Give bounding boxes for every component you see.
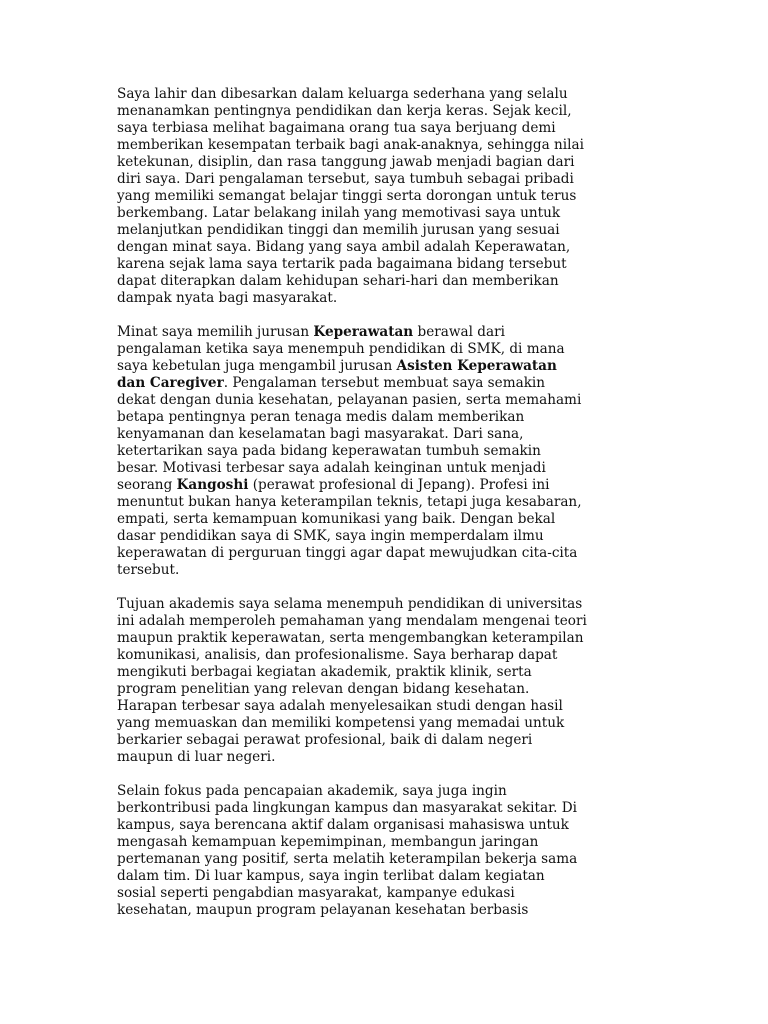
paragraph-3	[117, 596, 657, 766]
text-segment: sosial seperti pengabdian masyarakat, kampanye edukasi	[117, 885, 515, 901]
text-segment: menanamkan pentingnya pendidikan dan kerja keras. Sejak kecil,	[117, 103, 572, 119]
text-line	[117, 324, 657, 341]
text-line	[117, 188, 657, 205]
text-segment: (perawat profesional di Jepang). Profesi ini	[248, 477, 550, 493]
text-line	[117, 528, 657, 545]
text-segment: memberikan kesempatan terbaik bagi anak-anaknya, sehingga nilai	[117, 137, 584, 153]
text-line	[117, 409, 657, 426]
text-segment: diri saya. Dari pengalaman tersebut, saya tumbuh sebagai pribadi	[117, 171, 574, 187]
text-line	[117, 800, 657, 817]
text-segment: ketertarikan saya pada bidang keperawatan tumbuh semakin	[117, 443, 541, 459]
text-segment: melanjutkan pendidikan tinggi dan memilih jurusan yang sesuai	[117, 222, 560, 238]
text-segment: maupun di luar negeri.	[117, 749, 276, 765]
text-segment: yang memiliki semangat belajar tinggi serta dorongan untuk terus	[117, 188, 577, 204]
text-segment: Harapan terbesar saya adalah menyelesaikan studi dengan hasil	[117, 698, 563, 714]
text-line	[117, 596, 657, 613]
text-segment: berkarier sebagai perawat profesional, baik di dalam negeri	[117, 732, 533, 748]
text-segment: dalam tim. Di luar kampus, saya ingin terlibat dalam kegiatan	[117, 868, 545, 884]
text-segment: Tujuan akademis saya selama menempuh pendidikan di universitas	[117, 596, 583, 612]
text-line	[117, 511, 657, 528]
text-line	[117, 868, 657, 885]
text-segment: tersebut.	[117, 562, 180, 578]
text-segment: kenyamanan dan keselamatan bagi masyarakat. Dari sana,	[117, 426, 524, 442]
text-line	[117, 783, 657, 800]
text-segment: berkembang. Latar belakang inilah yang memotivasi saya untuk	[117, 205, 561, 221]
text-line	[117, 460, 657, 477]
paragraph-1	[117, 86, 657, 307]
text-segment: . Pengalaman tersebut membuat saya semakin	[223, 375, 546, 391]
text-line	[117, 443, 657, 460]
text-segment: saya kebetulan juga mengambil jurusan	[117, 358, 397, 374]
text-segment: pengalaman ketika saya menempuh pendidikan di SMK, di mana	[117, 341, 565, 357]
text-line	[117, 647, 657, 664]
text-segment: program penelitian yang relevan dengan bidang kesehatan.	[117, 681, 530, 697]
text-segment: ini adalah memperoleh pemahaman yang mendalam mengenai teori	[117, 613, 587, 629]
text-line	[117, 562, 657, 579]
text-line	[117, 817, 657, 834]
text-segment: komunikasi, analisis, dan profesionalisme. Saya berharap dapat	[117, 647, 558, 663]
text-segment: dengan minat saya. Bidang yang saya ambil adalah Keperawatan,	[117, 239, 571, 255]
text-line	[117, 86, 657, 103]
text-line	[117, 120, 657, 137]
text-line	[117, 732, 657, 749]
text-line	[117, 273, 657, 290]
text-segment: maupun praktik keperawatan, serta mengembangkan keterampilan	[117, 630, 584, 646]
text-line	[117, 715, 657, 732]
text-segment: dampak nyata bagi masyarakat.	[117, 290, 338, 306]
text-line	[117, 545, 657, 562]
text-line	[117, 885, 657, 902]
text-line	[117, 494, 657, 511]
text-segment: berkontribusi pada lingkungan kampus dan masyarakat sekitar. Di	[117, 800, 577, 816]
text-segment: pertemanan yang positif, serta melatih keterampilan bekerja sama	[117, 851, 578, 867]
text-line	[117, 851, 657, 868]
text-line	[117, 681, 657, 698]
text-segment: ketekunan, disiplin, dan rasa tanggung jawab menjadi bagian dari	[117, 154, 575, 170]
bold-term: Kangoshi	[176, 477, 249, 493]
text-segment: Saya lahir dan dibesarkan dalam keluarga sederhana yang selalu	[117, 86, 568, 102]
text-segment: kesehatan, maupun program pelayanan kesehatan berbasis	[117, 902, 529, 918]
text-line	[117, 902, 657, 919]
text-segment: karena sejak lama saya tertarik pada bagaimana bidang tersebut	[117, 256, 567, 272]
text-segment: Selain fokus pada pencapaian akademik, saya juga ingin	[117, 783, 507, 799]
text-segment: mengikuti berbagai kegiatan akademik, praktik klinik, serta	[117, 664, 532, 680]
text-line	[117, 171, 657, 188]
text-segment: besar. Motivasi terbesar saya adalah keinginan untuk menjadi	[117, 460, 546, 476]
text-line	[117, 613, 657, 630]
text-segment: seorang	[117, 477, 177, 493]
text-segment: menuntut bukan hanya keterampilan teknis, tetapi juga kesabaran,	[117, 494, 582, 510]
text-line	[117, 256, 657, 273]
text-line	[117, 358, 657, 375]
paragraph-4	[117, 783, 657, 919]
text-segment: keperawatan di perguruan tinggi agar dapat mewujudkan cita-cita	[117, 545, 578, 561]
bold-term: Asisten Keperawatan	[396, 358, 557, 374]
text-segment: empati, serta kemampuan komunikasi yang baik. Dengan bekal	[117, 511, 556, 527]
text-segment: saya terbiasa melihat bagaimana orang tua saya berjuang demi	[117, 120, 556, 136]
text-line	[117, 239, 657, 256]
text-line	[117, 222, 657, 239]
bold-term: Keperawatan	[313, 324, 414, 340]
text-segment: betapa pentingnya peran tenaga medis dalam memberikan	[117, 409, 525, 425]
text-line	[117, 392, 657, 409]
document-body	[117, 86, 657, 919]
paragraph-2	[117, 324, 657, 579]
text-line	[117, 477, 657, 494]
text-segment: yang memuaskan dan memiliki kompetensi yang memadai untuk	[117, 715, 565, 731]
text-line	[117, 290, 657, 307]
text-line	[117, 749, 657, 766]
text-segment: berawal dari	[413, 324, 505, 340]
text-line	[117, 341, 657, 358]
text-line	[117, 205, 657, 222]
text-line	[117, 630, 657, 647]
text-line	[117, 834, 657, 851]
text-segment: mengasah kemampuan kepemimpinan, membangun jaringan	[117, 834, 539, 850]
text-line	[117, 698, 657, 715]
text-line	[117, 375, 657, 392]
text-line	[117, 426, 657, 443]
bold-term: dan Caregiver	[117, 375, 224, 391]
text-line	[117, 664, 657, 681]
text-line	[117, 103, 657, 120]
text-segment: dapat diterapkan dalam kehidupan sehari-hari dan memberikan	[117, 273, 559, 289]
text-segment: dasar pendidikan saya di SMK, saya ingin memperdalam ilmu	[117, 528, 544, 544]
text-segment: Minat saya memilih jurusan	[117, 324, 314, 340]
text-line	[117, 137, 657, 154]
text-line	[117, 154, 657, 171]
text-segment: kampus, saya berencana aktif dalam organisasi mahasiswa untuk	[117, 817, 569, 833]
text-segment: dekat dengan dunia kesehatan, pelayanan pasien, serta memahami	[117, 392, 582, 408]
